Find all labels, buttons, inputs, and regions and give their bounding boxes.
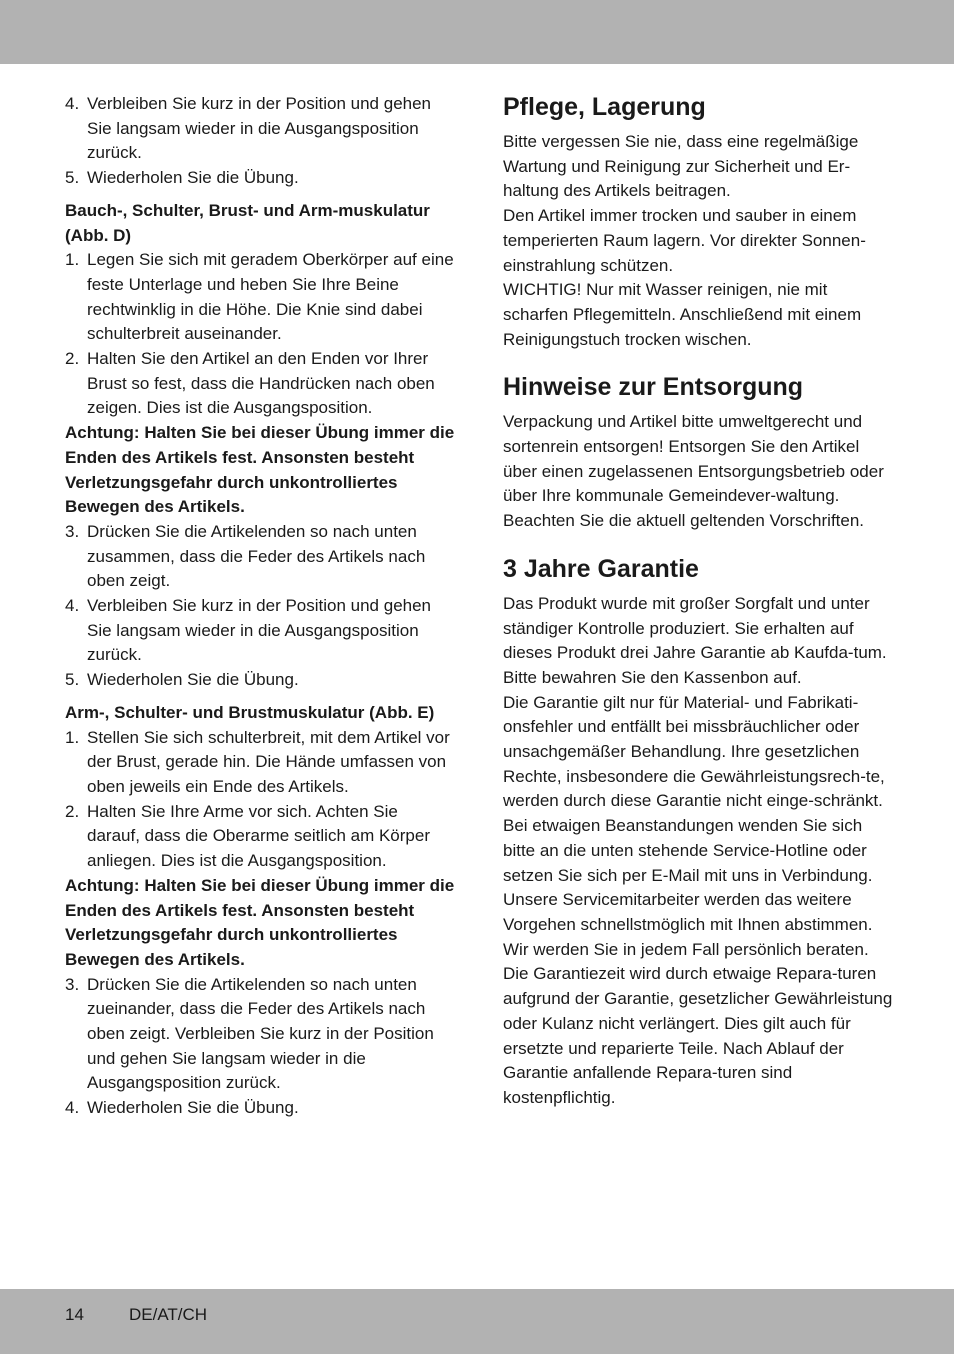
list-number: 3. <box>65 521 80 541</box>
list-item <box>65 347 455 421</box>
list-text: Verbleiben Sie kurz in der Position und gehen Sie langsam wieder in die Ausgangsposition zurück. <box>87 94 432 163</box>
list-text: Stellen Sie sich schulterbreit, mit dem Artikel vor der Brust, gerade hin. Die Hände umfassen von oben jeweils ein Ende des Artikels. <box>87 727 450 796</box>
right-column <box>503 92 895 1111</box>
warranty-heading: 3 Jahre Garantie <box>503 554 699 583</box>
list-text: Halten Sie Ihre Arme vor sich. Achten Sie darauf, dass die Oberarme seitlich am Körper anliegen. Dies ist die Ausgangsposition. <box>87 801 430 871</box>
list-text: Wiederholen Sie die Übung. <box>87 168 299 188</box>
left-column <box>65 92 455 1121</box>
disposal-paragraph: Verpackung und Artikel bitte umweltgerecht und sortenrein entsorgen! Entsorgen Sie den Artikel über einen zugelassenen Entsorgungsbetrieb oder über Ihre kommunale Gemeindever-waltung. Beachten Sie die aktuell geltenden Vorschriften. <box>503 412 884 531</box>
list-number: 1. <box>65 250 80 270</box>
care-heading: Pflege, Lagerung <box>503 93 706 121</box>
warranty-paragraph: Bei etwaigen Beanstandungen wenden Sie sich bitte an die unten stehende Service-Hotline oder setzen Sie sich per E-Mail mit uns in Verbindung. Unsere Servicemitarbeiter werden das weitere Vorgehen schnellstmöglich mit Ihnen abstimmen. Wir werden Sie in jedem Fall persönlich beraten. <box>503 816 873 959</box>
list-item <box>65 92 455 166</box>
list-item <box>65 973 455 1097</box>
page-number: 14 <box>65 1305 84 1324</box>
care-paragraph: Den Artikel immer trocken und sauber in einem temperierten Raum lagern. Vor direkter Sonnen-einstrahlung schützen. <box>503 206 866 275</box>
care-paragraph: WICHTIG! Nur mit Wasser reinigen, nie mit scharfen Pflegemitteln. Anschließend mit einem Reinigungstuch trocken wischen. <box>503 280 862 349</box>
list-text: Drücken Sie die Artikelenden so nach unten zueinander, dass die Feder des Artikels nach oben zeigt. Verbleiben Sie kurz in der Position und gehen Sie langsam wieder in die Ausgangsposition zurück. <box>87 974 434 1093</box>
section-e-heading: Arm-, Schulter- und Brustmuskulatur (Abb. E) <box>65 702 435 722</box>
list-text: Halten Sie den Artikel an den Enden vor Ihrer Brust so fest, dass die Handrücken nach oben zeigen. Dies ist die Ausgangsposition. <box>87 349 435 418</box>
list-number: 5. <box>65 168 80 188</box>
warranty-paragraph: Die Garantiezeit wird durch etwaige Repara-turen aufgrund der Garantie, gesetzlicher Gewährleistung oder Kulanz nicht verlängert. Dies gilt auch für ersetzte und reparierte Teile. Nach Ablauf der Garantie anfallende Repara-turen sind kostenpflichtig. <box>503 964 893 1107</box>
list-item <box>65 166 455 191</box>
list-text: Legen Sie sich mit geradem Oberkörper auf eine feste Unterlage und heben Sie Ihre Beine rechtwinklig in die Höhe. Die Knie sind dabei schulterbreit auseinander. <box>87 250 454 344</box>
list-number: 4. <box>65 1098 80 1118</box>
list-item <box>65 1096 455 1121</box>
list-text: Verbleiben Sie kurz in der Position und gehen Sie langsam wieder in die Ausgangsposition zurück. <box>87 596 432 665</box>
section-d-heading: Bauch-, Schulter, Brust- und Arm-muskulatur (Abb. D) <box>65 200 430 245</box>
list-number: 2. <box>65 349 80 369</box>
disposal-heading: Hinweise zur Entsorgung <box>503 373 804 402</box>
list-number: 4. <box>65 596 80 616</box>
list-number: 1. <box>65 727 80 747</box>
list-text: Wiederholen Sie die Übung. <box>87 670 299 690</box>
list-item <box>65 800 455 874</box>
warning-text: Achtung: Halten Sie bei dieser Übung immer die Enden des Artikels fest. Ansonsten besteht Verletzungsgefahr durch unkontrolliertes Bewegen des Artikels. <box>65 423 455 517</box>
list-text: Wiederholen Sie die Übung. <box>87 1098 299 1118</box>
list-item <box>65 594 455 668</box>
locale-label: DE/AT/CH <box>129 1305 208 1324</box>
list-number: 4. <box>65 94 80 113</box>
list-text: Drücken Sie die Artikelenden so nach unten zusammen, dass die Feder des Artikels nach oben zeigt. <box>87 521 426 591</box>
list-number: 2. <box>65 801 80 821</box>
list-item <box>65 520 455 594</box>
list-item <box>65 248 455 347</box>
list-number: 3. <box>65 974 80 994</box>
list-item <box>65 726 455 800</box>
list-number: 5. <box>65 670 80 690</box>
warning-text: Achtung: Halten Sie bei dieser Übung immer die Enden des Artikels fest. Ansonsten besteht Verletzungsgefahr durch unkontrolliertes Bewegen des Artikels. <box>65 875 455 969</box>
warranty-paragraph: Die Garantie gilt nur für Material- und Fabrikati-onsfehler und entfällt bei missbräuchlicher oder unsachgemäßer Behandlung. Ihre gesetzlichen Rechte, insbesondere die Gewährleistungsrech-te, werden durch diese Garantie nicht einge-schränkt. <box>503 692 885 811</box>
list-item <box>65 668 455 693</box>
care-paragraph: Bitte vergessen Sie nie, dass eine regelmäßige Wartung und Reinigung zur Sicherheit und Er-haltung des Artikels beitragen. <box>503 132 859 201</box>
warranty-paragraph: Das Produkt wurde mit großer Sorgfalt und unter ständiger Kontrolle produziert. Sie erhalten auf dieses Produkt drei Jahre Garantie ab Kaufda-tum. Bitte bewahren Sie den Kassenbon auf. <box>503 593 887 687</box>
header-bar <box>0 0 954 64</box>
